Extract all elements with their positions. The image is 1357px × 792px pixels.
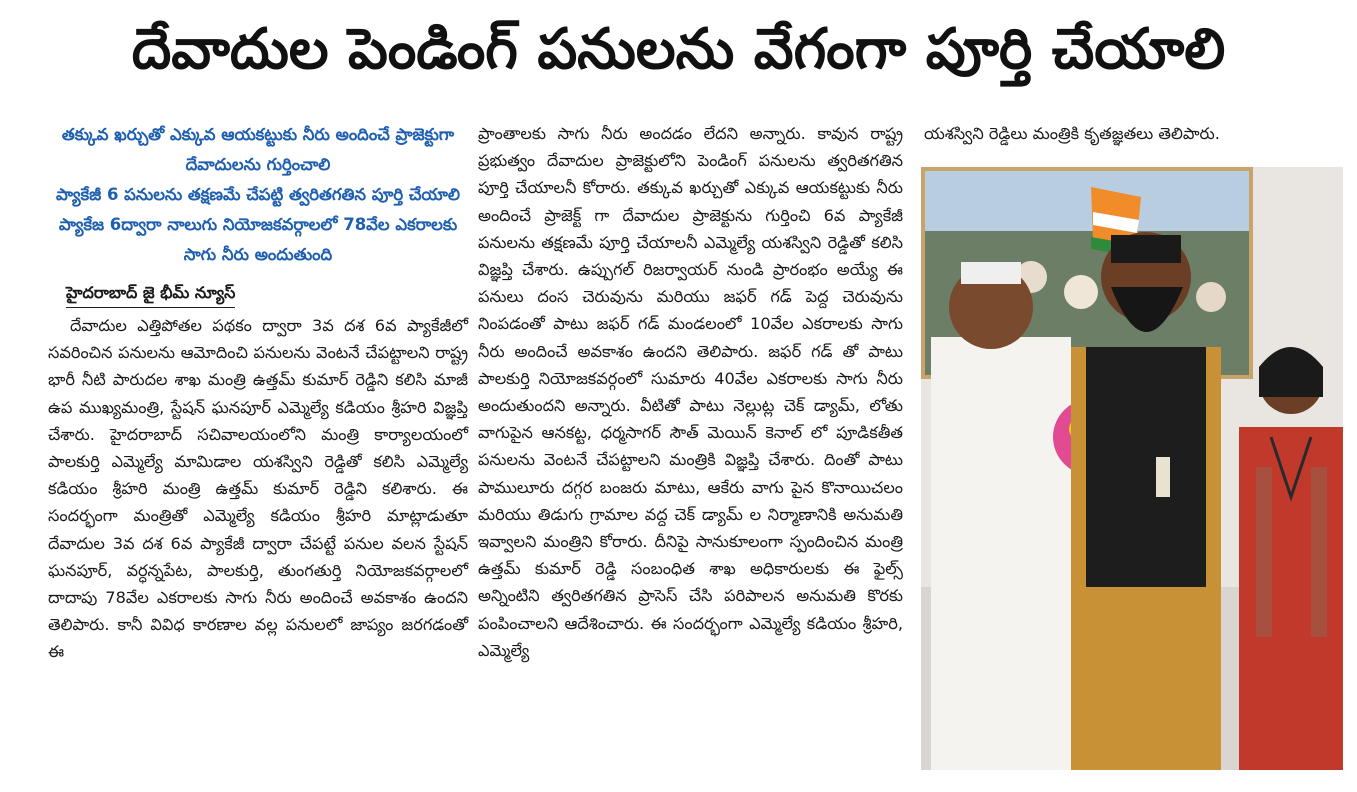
- column-2: [478, 120, 903, 664]
- highlight-1: తక్కువ ఖర్చుతో ఎక్కువ ఆయకట్టుకు నీరు అందించే ప్రాజెక్టుగా దేవాదులను గుర్తించాలి: [61, 125, 455, 174]
- headline: దేవాదుల పెండింగ్ పనులను వేగంగా పూర్తి చేయాలి: [131, 17, 1226, 82]
- highlight-2: ప్యాకేజీ 6 పనులను తక్షణమే చేపట్టి త్వరితగతిన పూర్తి చేయాలి: [55, 185, 461, 204]
- byline: హైదరాబాద్ జై భీమ్ న్యూస్: [66, 280, 235, 308]
- news-photo-icon: [921, 167, 1343, 770]
- highlight-3: ప్యాకేజ 6ద్వారా నాలుగు నియోజకవర్గాలలో 78వేల ఎకరాలకు సాగు నీరు అందుతుంది: [58, 215, 458, 264]
- column-1: [48, 120, 468, 666]
- column-3: [920, 120, 1340, 147]
- body-paragraph-1: దేవాదుల ఎత్తిపోతల పథకం ద్వారా 3వ దశ 6వ ప్యాకేజీలో సవరించిన పనులను ఆమోదించి పనులను వెంటనే చేపట్టాలని రాష్ట్ర భారీ నీటి పారుదల శాఖ మంత్రి ఉత్తమ్ కుమార్ రెడ్డిని కలిసి మాజీ ఉప ముఖ్యమంత్రి, స్టేషన్ ఘనపూర్ ఎమ్మెల్యే కడియం శ్రీహరి విజ్ఞప్తి చేశారు. హైదరాబాద్ సచివాలయంలోని మంత్రి కార్యాలయంలో పాలకుర్తి ఎమ్మెల్యే మామిడాల యశస్విని రెడ్డితో కలిసి ఎమ్మెల్యే కడియం శ్రీహరి మంత్రి ఉత్తమ్ కుమార్ రెడ్డిని కలిశారు. ఈ సందర్భంగా మంత్రితో ఎమ్మెల్యే కడియం శ్రీహరి మాట్లాడుతూ దేవాదుల 3వ దశ 6వ ప్యాకేజీ ద్వారా చేపట్టే పనుల వలన స్టేషన్ ఘనపూర్, వర్ధన్నపేట, పాలకుర్తి, తుంగతుర్తి నియోజకవర్గాలలో దాదాపు 78వేల ఎకరాలకు సాగు నీరు అందించే అవకాశం ఉందని తెలిపారు. కానీ వివిధ కారణాల వల్ల పనులలో జాప్యం జరగడంతో ఈ: [48, 316, 468, 662]
- body-paragraph-2: ప్రాంతాలకు సాగు నీరు అందడం లేదని అన్నారు. కావున రాష్ట్ర ప్రభుత్వం దేవాదుల ప్రాజెక్టులోని పెండింగ్ పనులను త్వరితగతిన పూర్తి చేయాలనీ కోరారు. తక్కువ ఖర్చుతో ఎక్కువ ఆయకట్టుకు నీరు అందించే ప్రాజెక్ట్ గా దేవాదుల ప్రాజెక్టును గుర్తించి 6వ ప్యాకేజీ పనులను తక్షణమే పూర్తి చేయాలనీ ఎమ్మెల్యే యశస్విని రెడ్డితో కలిసి విజ్ఞప్తి చేశారు. ఉప్పుగల్ రిజర్వాయర్ నుండి ప్రారంభం అయ్యే ఈ పనులు దంస చెరువును మరియు జఫర్ గడ్ పెద్ద చెరువును నింపడంతో పాటు జఫర్ గడ్ మండలంలో 10వేల ఎకరాలకు సాగు నీరు అందించే అవకాశం ఉందని తెలిపారు. జఫర్ గడ్ తో పాటు పాలకుర్తి నియోజకవర్గంలో సుమారు 40వేల ఎకరాలకు సాగు నీరు అందుతుందని అన్నారు. వీటితో పాటు నెల్లుట్ల చెక్ డ్యామ్, లోతు వాగుపైన ఆనకట్ట, ధర్మసాగర్ సౌత్ మెయిన్ కెనాల్ లో పూడికతీత పనులను వెంటనే చేపట్టాలని మంత్రికి విజ్ఞప్తి చేశారు. దింతో పాటు పాములూరు దగ్గర బంజరు మాటు, ఆకేరు వాగు పైన కొనాయిచలం మరియు తిడుగు గ్రామాల వద్ద చెక్ డ్యామ్ ల నిర్మాణానికి అనుమతి ఇవ్వాలని మంత్రిని కోరారు. దీనిపై సానుకూలంగా స్పందించిన మంత్రి ఉత్తమ్ కుమార్ రెడ్డి సంబంధిత శాఖ అధికారులకు ఈ ఫైల్స్ అన్నింటిని త్వరితగతిన ప్రాసెస్ చేసి పరిపాలన అనుమతి కొరకు పంపించాలని ఆదేశించారు. ఈ సందర్భంగా ఎమ్మెల్యే కడియం శ్రీహరి, ఎమ్మెల్యే: [478, 124, 903, 660]
- body-paragraph-3: యశస్విని రెడ్డిలు మంత్రికి కృతజ్ఞతలు తెలిపారు.: [924, 124, 1220, 143]
- news-photo: [921, 167, 1343, 770]
